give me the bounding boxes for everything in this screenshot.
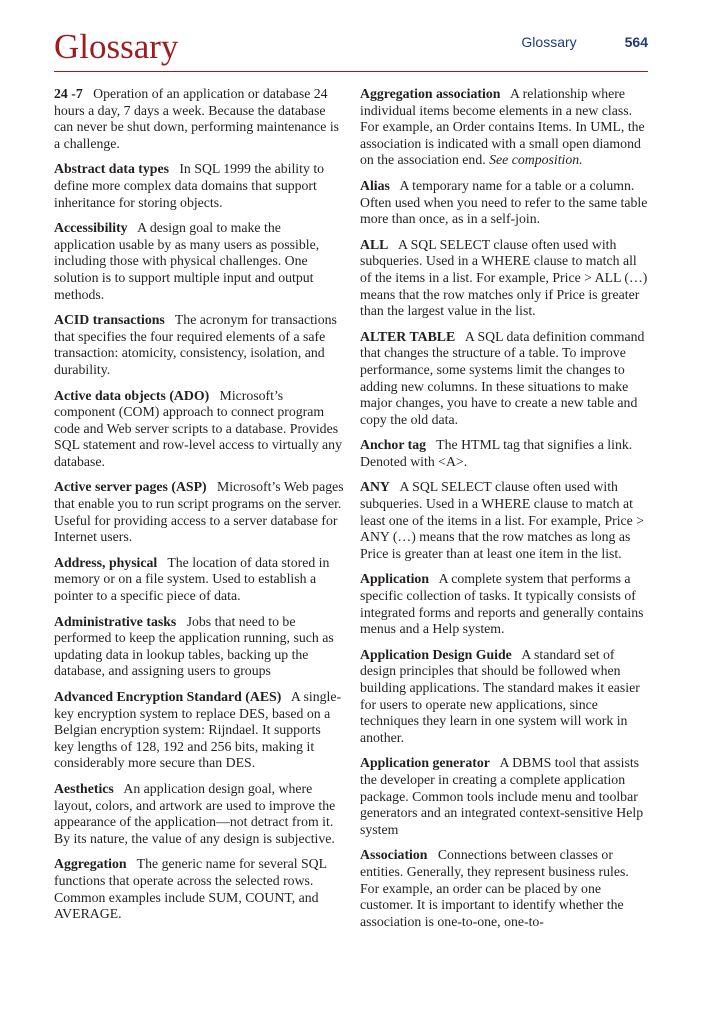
glossary-definition: A relationship where individual items become elements in a new class. For example, an Order contains Items. In UML, the association is indicated with a small open diamond on the association end. (360, 86, 645, 168)
running-head-section: Glossary (521, 34, 577, 50)
glossary-definition: A design goal to make the application usable by as many users as possible, including those with physical challenges. One solution is to support multiple input and output methods. (54, 220, 320, 302)
glossary-entry (360, 437, 650, 470)
glossary-entry (54, 614, 344, 680)
glossary-entry (54, 689, 344, 772)
glossary-entry (54, 388, 344, 471)
running-head (521, 34, 648, 50)
glossary-term: Accessibility (54, 220, 128, 236)
glossary-term: Application (360, 571, 429, 587)
glossary-term: Association (360, 847, 428, 863)
glossary-definition: A temporary name for a table or a column. Often used when you need to refer to the same table more than once, as in a self-join. (360, 177, 648, 227)
glossary-definition: In SQL 1999 the ability to define more complex data domains that support inheritance for storing objects. (54, 161, 325, 210)
glossary-entry (54, 161, 344, 211)
glossary-column-right (360, 86, 650, 939)
glossary-entry (360, 847, 650, 930)
glossary-entry (54, 479, 344, 545)
title-divider (54, 71, 648, 72)
glossary-definition: Connections between classes or entities. Generally, they represent business rules. For example, an order can be placed by one customer. It is important to identify whether the association is one-to-one, one-to- (360, 847, 629, 929)
glossary-entry (54, 781, 344, 847)
glossary-term: ANY (360, 479, 390, 495)
glossary-definition: A single-key encryption system to replace DES, based on a Belgian encryption system: Rijndael. It supports key lengths of 128, 192 and 256 bits, making it considerably more secure than DES. (54, 689, 342, 771)
glossary-definition: Jobs that need to be performed to keep the application running, such as updating data in lookup tables, backing up the database, and assigning users to groups (54, 613, 334, 679)
glossary-definition: A DBMS tool that assists the developer in creating a complete application package. Common tools include menu and toolbar generators and an integrated context-sensitive Help system (360, 755, 644, 837)
glossary-entry (360, 86, 650, 169)
glossary-entry (360, 571, 650, 637)
glossary-column-left (54, 86, 344, 932)
glossary-term: Application generator (360, 755, 490, 771)
glossary-definition: The location of data stored in memory or on a file system. Used to establish a pointer to a specific piece of data. (54, 554, 330, 604)
glossary-term: Aggregation association (360, 86, 501, 101)
glossary-entry (54, 220, 344, 303)
glossary-definition: Microsoft’s component (COM) approach to connect program code and Web server scripts to a database. Provides SQL statement and row-level access to virtually any database. (54, 387, 342, 469)
glossary-term: ALL (360, 236, 389, 252)
glossary-definition: A standard set of design principles that should be followed when building applications. The standard makes it easier for users to operate new applications, since techniques they learn in one system will work in another. (360, 646, 640, 745)
glossary-definition: The acronym for transactions that specifies the four required elements of a safe transaction: atomicity, consistency, isolation, and durability. (54, 312, 337, 377)
glossary-term: Anchor tag (360, 437, 427, 453)
glossary-term: Alias (360, 177, 390, 193)
glossary-definition: Operation of an application or database 24 hours a day, 7 days a week. Because the database can never be shut down, performing maintenance is a challenge. (54, 86, 340, 151)
glossary-entry (54, 86, 344, 152)
glossary-entry (54, 555, 344, 605)
glossary-entry (360, 178, 650, 228)
glossary-term: Address, physical (54, 554, 158, 570)
glossary-entry (54, 312, 344, 378)
glossary-definition: A complete system that performs a specific collection of tasks. It typically consists of integrated forms and reports and generally contains menus and a Help system. (360, 571, 644, 637)
glossary-definition: A SQL SELECT clause often used with subqueries. Used in a WHERE clause to match at least one of the items in a list. For example, Price > ANY (…) means that the row matches as long as Price is greater than at least one item in the list. (360, 479, 645, 561)
glossary-term: Administrative tasks (54, 613, 177, 629)
glossary-entry (54, 856, 344, 922)
glossary-entry (360, 647, 650, 747)
glossary-term: Active server pages (ASP) (54, 479, 207, 495)
glossary-term: Aggregation (54, 856, 127, 872)
page-title: Glossary (54, 27, 179, 66)
glossary-entry (360, 479, 650, 562)
glossary-definition: The generic name for several SQL functions that operate across the selected rows. Common examples include SUM, COUNT, and AVERAGE. (54, 856, 327, 922)
glossary-term: ALTER TABLE (360, 328, 456, 344)
glossary-entry (360, 755, 650, 838)
glossary-see-reference: See composition. (489, 152, 583, 168)
glossary-term: Application Design Guide (360, 646, 512, 662)
glossary-term: Active data objects (ADO) (54, 387, 210, 403)
glossary-definition: Microsoft’s Web pages that enable you to run script programs on the server. Useful for providing access to a server database for Internet users. (54, 479, 344, 545)
page-number: 564 (624, 34, 648, 50)
glossary-definition: The HTML tag that signifies a link. Denoted with <A>. (360, 437, 633, 469)
glossary-definition: A SQL data definition command that changes the structure of a table. To improve performance, some systems limit the changes to adding new columns. In these situations to make major changes, you have to create a new table and copy the old data. (360, 328, 645, 427)
glossary-entry (360, 329, 650, 429)
glossary-term: ACID transactions (54, 312, 165, 328)
glossary-term: Advanced Encryption Standard (AES) (54, 689, 282, 704)
glossary-definition: A SQL SELECT clause often used with subqueries. Used in a WHERE clause to match all of the items in a list. For example, Price > ALL (…) means that the row matches only if Price is greater than the largest value in the list. (360, 236, 648, 319)
glossary-term: Aesthetics (54, 780, 114, 796)
glossary-term: 24 -7 (54, 86, 83, 101)
glossary-entry (360, 237, 650, 320)
glossary-definition: An application design goal, where layout, colors, and artwork are used to improve the appearance of the application—not detract from it. By its nature, the value of any design is subjective. (54, 780, 336, 846)
glossary-term: Abstract data types (54, 161, 169, 177)
